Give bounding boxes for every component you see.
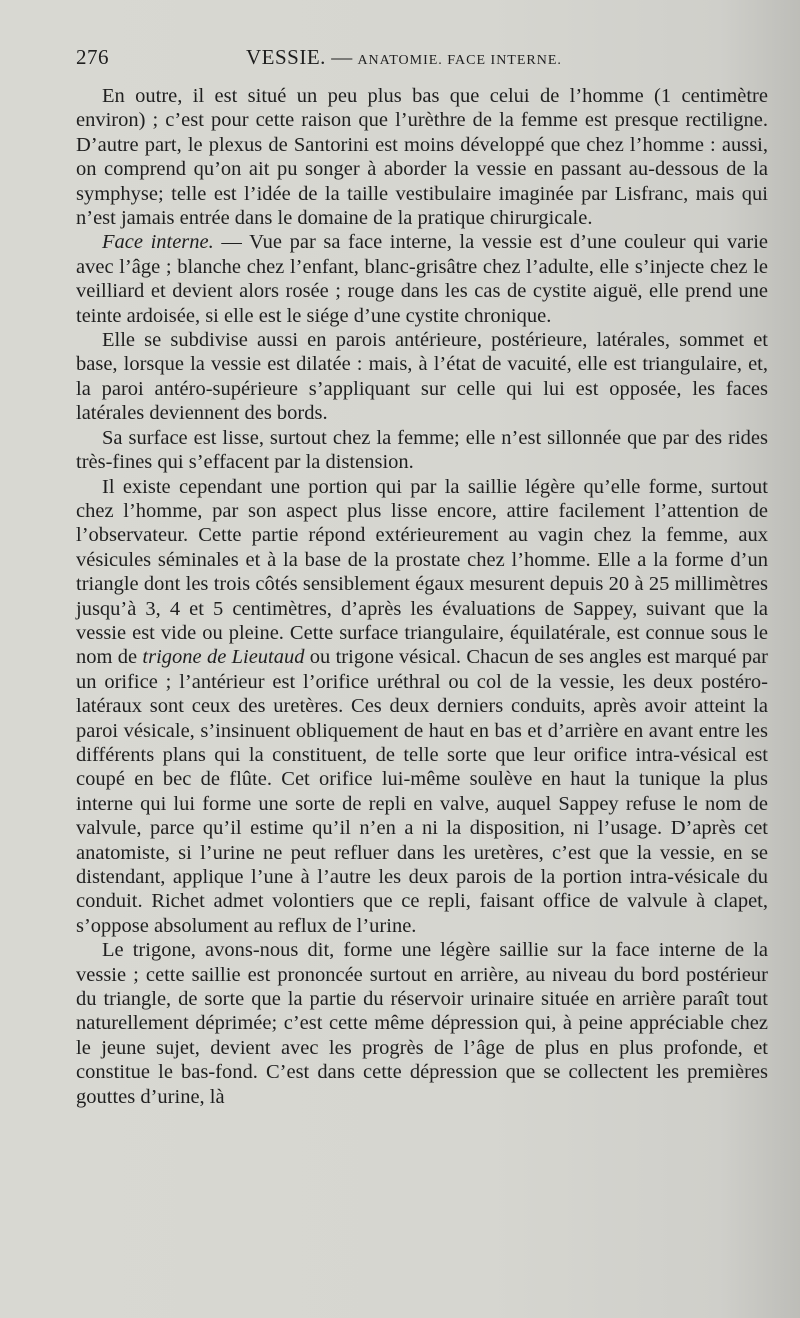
paragraph-text: Il existe cependant une portion qui par la saillie légère qu’elle forme, surtout chez l’homme, par son aspect plus lisse encore, attire facilement l’attention de l’observateur. Cette partie répond extérieurement au vagin chez la femme, aux vésicules séminales et à la base de la prostate chez l’homme. Elle a la forme d’un triangle dont les trois côtés sensiblement égaux mesurent depuis 20 à 25 millimètres jusqu’à 3, 4 et 5 centimètres, d’après les évaluations de Sappey, suivant que la vessie est vide ou pleine. Cette surface triangulaire, équilatérale, est connue sous le nom de (76, 475, 768, 669)
header-title: VESSIE. (246, 45, 326, 69)
header-subtitle: ANATOMIE. FACE INTERNE. (357, 53, 562, 68)
paragraph (76, 230, 768, 328)
italic-term: trigone de Lieutaud (142, 646, 305, 669)
section-heading: Face interne. (102, 231, 214, 254)
paragraph-text: En outre, il est situé un peu plus bas que celui de l’homme (1 centimètre environ) ; c’est pour cette raison que l’urèthre de la femme est presque rectiligne. D’autre part, le plexus de Santorini est moins développé que chez l’homme : aussi, on comprend qu’on ait pu songer à aborder la vessie en passant au-dessous de la symphyse; telle est l’idée de la taille vestibulaire imaginée par Lisfranc, mais qui n’est jamais entrée dans le domaine de la pratique chirurgicale. (76, 85, 768, 230)
paragraph-text: Sa surface est lisse, surtout chez la femme; elle n’est sillonnée que par des rides très-fines qui s’effacent par la distension. (76, 426, 768, 474)
paragraph-text: ou trigone vésical. Chacun de ses angles est marqué par un orifice ; l’antérieur est l’orifice uréthral ou col de la vessie, les deux postéro-latéraux sont ceux des uretères. Ces deux derniers conduits, après avoir atteint la paroi vésicale, s’insinuent obliquement de haut en bas et d’arrière en avant entre les différents plans qui la constituent, de telle sorte que leur orifice intra-vésical est coupé en bec de flûte. Cet orifice lui-même soulève en haut la tunique la plus interne qui lui forme une sorte de repli en valve, auquel Sappey refuse le nom de valvule, parce qu’il estime qu’il n’en a ni la disposition, ni l’usage. D’après cet anatomiste, si l’urine ne peut refluer dans les uretères, c’est que la vessie, en se distendant, applique l’une à l’autre les deux parois de la portion intra-vésicale du conduit. Richet admet volontiers que ce repli, faisant office de valvule à clapet, s’oppose absolument au reflux de l’urine. (76, 646, 769, 937)
body-text (76, 84, 768, 1109)
paragraph (76, 328, 768, 426)
paragraph (76, 475, 768, 939)
paragraph-text: — Vue par sa face interne, la vessie est d’une couleur qui varie avec l’âge ; blanche chez l’enfant, blanc-grisâtre chez l’adulte, elle s’injecte chez le veilliard et devient alors rosée ; rouge dans les cas de cystite aiguë, elle prend une teinte ardoisée, si elle est le siége d’une cystite chronique. (76, 231, 768, 327)
paragraph-text: Elle se subdivise aussi en parois antérieure, postérieure, latérales, sommet et base, lorsque la vessie est dilatée : mais, à l’état de vacuité, elle est triangulaire, et, la paroi antéro-supérieure s’appliquant sur celle qui lui est opposée, les faces latérales deviennent des bords. (76, 329, 768, 425)
paragraph-text: Le trigone, avons-nous dit, forme une légère saillie sur la face interne de la vessie ; cette saillie est prononcée surtout en arrière, au niveau du bord postérieur du triangle, de sorte que la partie du réservoir urinaire située en arrière paraît tout naturellement déprimée; c’est cette même dépression qui, à peine appréciable chez le jeune sujet, devient avec les progrès de l’âge de plus en plus profonde, et constitue le bas-fond. C’est dans cette dépression que se collectent les premières gouttes d’urine, là (76, 939, 768, 1108)
running-header (76, 44, 736, 74)
page-number: 276 (76, 45, 109, 69)
paragraph (76, 426, 768, 475)
header-separator: — (331, 45, 353, 69)
paragraph (76, 84, 768, 230)
paragraph (76, 938, 768, 1109)
